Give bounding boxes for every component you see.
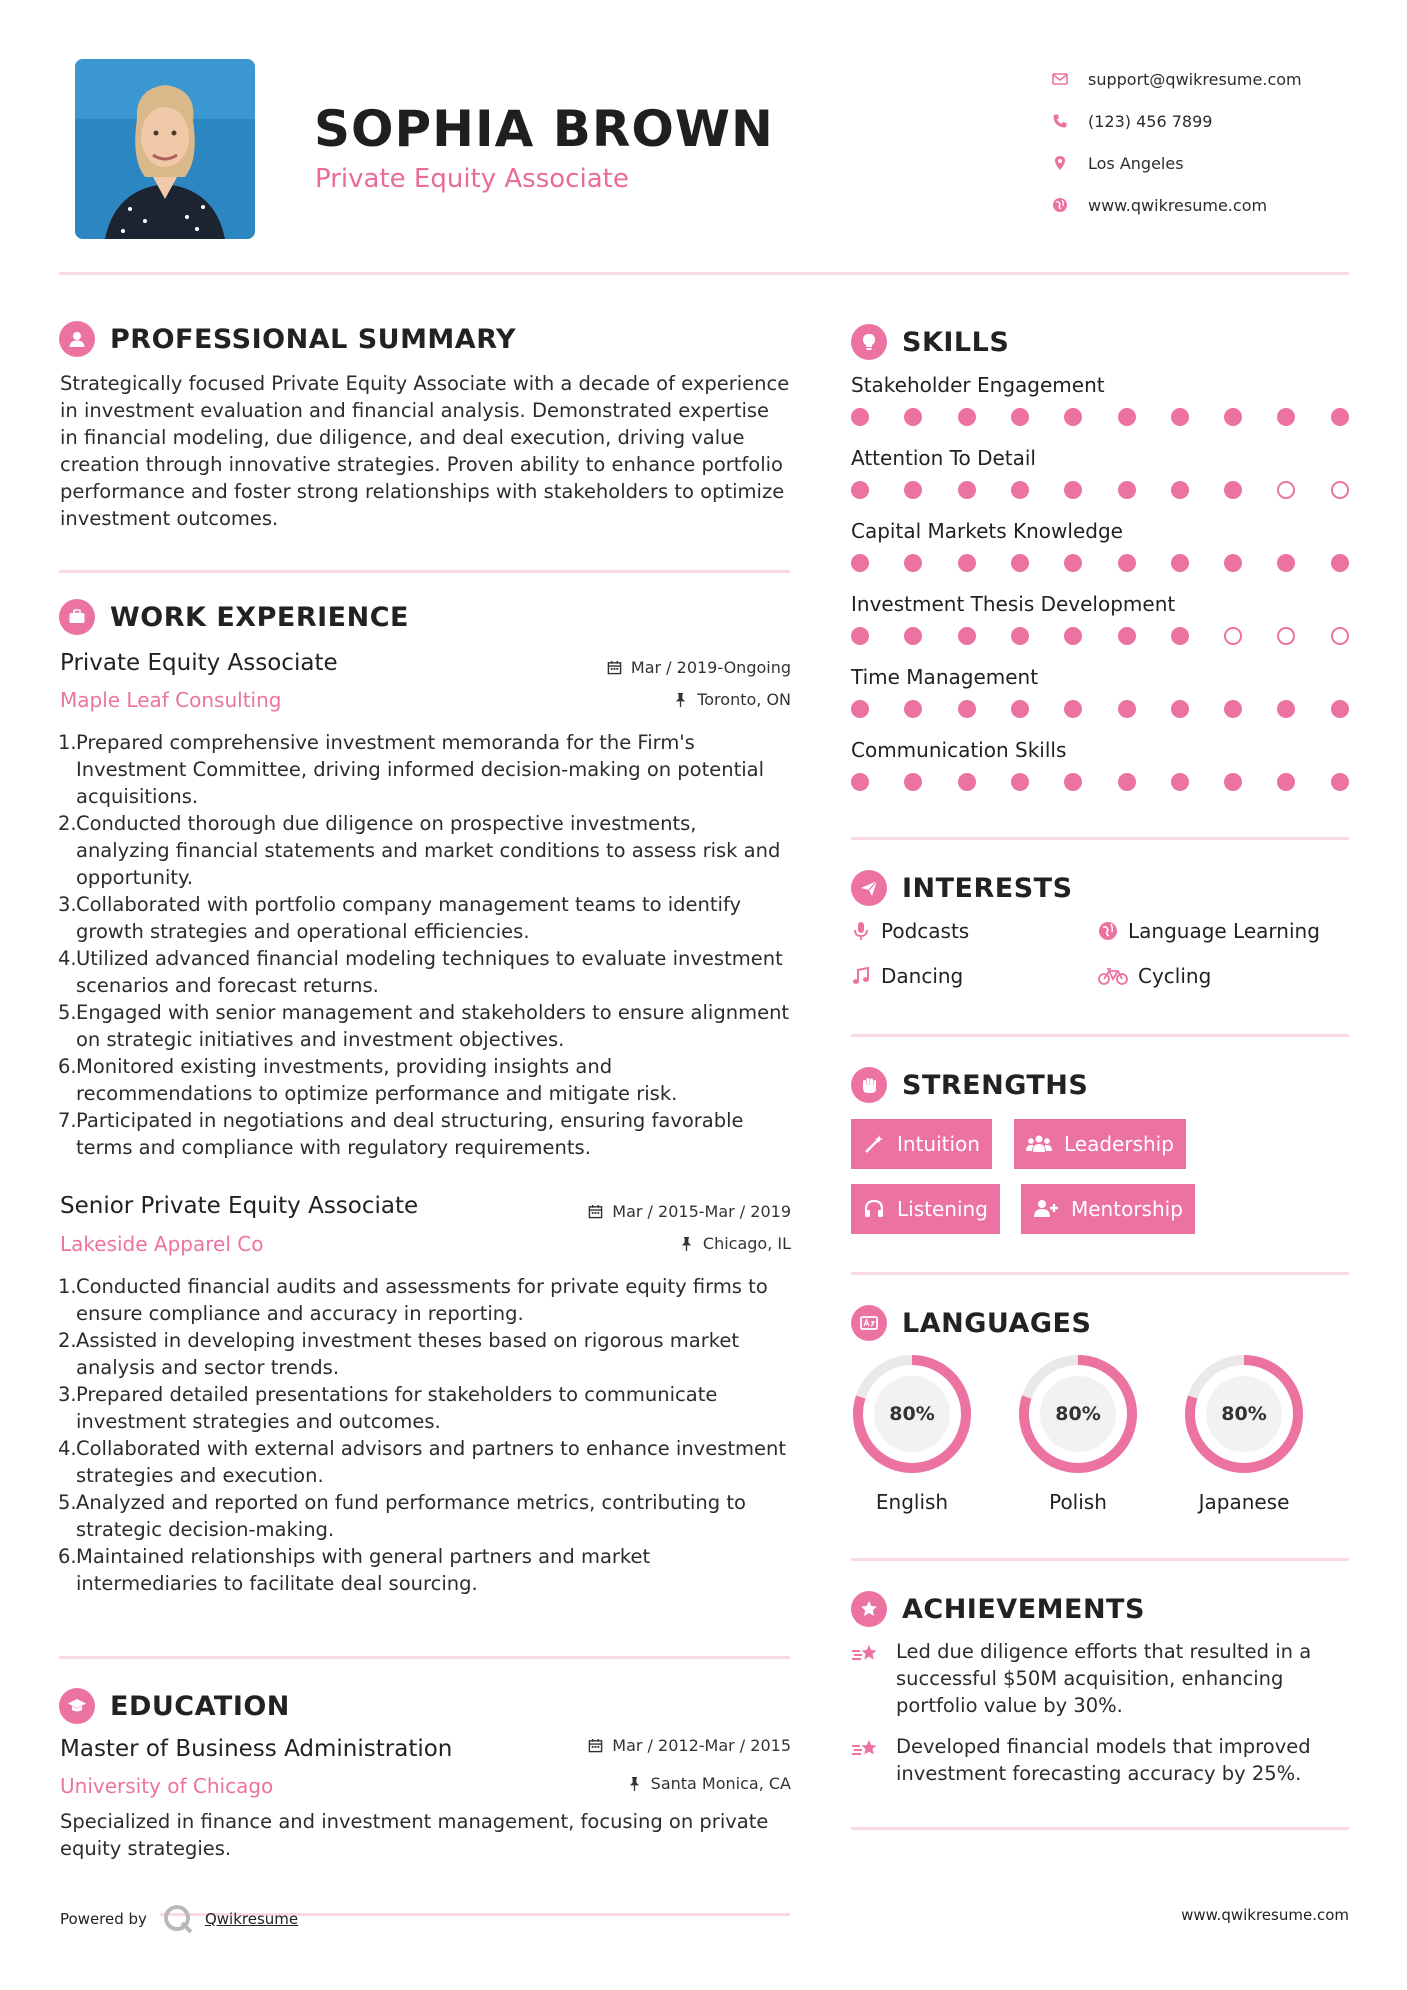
- rating-dot-filled: [1331, 773, 1349, 791]
- job-location-text: Chicago, IL: [702, 1234, 791, 1253]
- rating-dot-filled: [1331, 700, 1349, 718]
- strength-tag: [851, 1119, 992, 1169]
- language-progress-ring: [1182, 1352, 1306, 1476]
- achievements-section-header: [851, 1591, 1145, 1627]
- rating-dot-filled: [958, 554, 976, 572]
- rating-dot-filled: [1277, 700, 1295, 718]
- language-item: [1182, 1352, 1306, 1514]
- rating-dot-filled: [1331, 408, 1349, 426]
- rating-dot-filled: [1118, 773, 1136, 791]
- powered-by: [60, 1902, 298, 1936]
- education-date: [588, 1736, 791, 1755]
- pushpin-icon: [679, 1236, 694, 1251]
- job-title: Private Equity Associate: [60, 650, 338, 676]
- list-item: 3. Prepared detailed presentations for stakeholders to communicate investment strategies and outcomes.: [58, 1383, 718, 1433]
- job-date: [588, 1202, 791, 1221]
- contact-website[interactable]: [1052, 184, 1392, 226]
- rating-dot-empty: [1224, 627, 1242, 645]
- interests-divider: [851, 1034, 1349, 1037]
- interest-item: [851, 919, 969, 943]
- rating-dot-filled: [1064, 700, 1082, 718]
- interest-item: [851, 964, 963, 988]
- rating-dot-filled: [1011, 408, 1029, 426]
- education-description: Specialized in finance and investment management, focusing on private equity strategies.: [60, 1810, 769, 1860]
- award-icon: [851, 1591, 887, 1627]
- graduation-cap-icon: [59, 1688, 95, 1724]
- users-icon: [1026, 1133, 1052, 1155]
- rating-dot-filled: [958, 481, 976, 499]
- rating-dot-filled: [904, 481, 922, 499]
- rating-dot-filled: [1171, 481, 1189, 499]
- rating-dot-filled: [904, 408, 922, 426]
- skill-name: Investment Thesis Development: [851, 592, 1176, 616]
- language-item: [1016, 1352, 1140, 1514]
- powered-by-text: Powered by: [60, 1910, 147, 1928]
- skill-rating: [851, 773, 1351, 793]
- education-location-text: Santa Monica, CA: [650, 1774, 791, 1793]
- rating-dot-filled: [851, 481, 869, 499]
- achievement-text: Led due diligence efforts that resulted in a successful $50M acquisition, enhancing portfolio value by 30%.: [896, 1640, 1312, 1717]
- rating-dot-filled: [1118, 481, 1136, 499]
- rating-dot-filled: [1064, 554, 1082, 572]
- globe-icon: [1052, 197, 1088, 213]
- rating-dot-filled: [1171, 627, 1189, 645]
- interest-label: Dancing: [881, 964, 964, 988]
- rating-dot-filled: [1224, 773, 1242, 791]
- rating-dot-filled: [1224, 481, 1242, 499]
- rating-dot-empty: [1331, 481, 1349, 499]
- envelope-icon: [1052, 71, 1088, 87]
- rating-dot-filled: [1011, 627, 1029, 645]
- list-item: 6. Monitored existing investments, providing insights and recommendations to optimize performance and mitigate risk.: [58, 1055, 678, 1105]
- pushpin-icon: [627, 1776, 642, 1791]
- rating-dot-empty: [1277, 481, 1295, 499]
- strengths-section-header: [851, 1067, 1088, 1103]
- skill-name: Capital Markets Knowledge: [851, 519, 1123, 543]
- job-date-text: Mar / 2019-Ongoing: [630, 658, 791, 677]
- rating-dot-empty: [1277, 627, 1295, 645]
- skills-section-header: [851, 324, 1009, 360]
- language-percent: 80%: [1055, 1403, 1101, 1425]
- user-icon: [59, 321, 95, 357]
- list-item: 2. Assisted in developing investment theses based on rigorous market analysis and sector trends.: [58, 1329, 739, 1379]
- job-bullets: [58, 729, 792, 1161]
- contact-email-text: support@qwikresume.com: [1088, 69, 1302, 89]
- skill-name: Communication Skills: [851, 738, 1067, 762]
- rating-dot-filled: [1118, 408, 1136, 426]
- rating-dot-filled: [1224, 408, 1242, 426]
- list-item: 2. Conducted thorough due diligence on prospective investments, analyzing financial statements and market conditions to assess risk and opportunity.: [58, 812, 781, 889]
- achievement-text: Developed financial models that improved investment forecasting accuracy by 25%.: [896, 1735, 1311, 1785]
- interest-item: [1098, 919, 1320, 943]
- bicycle-icon: [1098, 966, 1128, 986]
- skills-heading: SKILLS: [902, 326, 1010, 358]
- shooting-star-icon: [851, 1638, 896, 1719]
- language-name: Japanese: [1198, 1490, 1290, 1514]
- rating-dot-filled: [1224, 554, 1242, 572]
- summary-text: Strategically focused Private Equity Associate with a decade of experience in investment evaluation and financial analysis. Demonstrated expertise in financial modeling, due diligence, and deal execution, driving value creation through innovative strategies. Proven ability to enhance portfolio performance and foster strong relationships with stakeholders to optimize investment outcomes.: [60, 372, 790, 530]
- rating-dot-filled: [1171, 700, 1189, 718]
- summary-divider: [59, 570, 790, 573]
- achievement-item: [851, 1733, 1351, 1787]
- rating-dot-filled: [1011, 554, 1029, 572]
- list-item: 3. Collaborated with portfolio company management teams to identify growth strategies and operational efficiencies.: [58, 893, 742, 943]
- strength-label: Mentorship: [1071, 1197, 1183, 1221]
- contact-list: [1052, 58, 1392, 226]
- strengths-divider: [851, 1272, 1349, 1275]
- strength-label: Leadership: [1064, 1132, 1174, 1156]
- calendar-icon: [607, 660, 622, 675]
- rating-dot-filled: [958, 700, 976, 718]
- language-icon: [851, 1305, 887, 1341]
- skill-rating: [851, 408, 1351, 428]
- contact-website-text: www.qwikresume.com: [1088, 195, 1268, 215]
- job-title: Senior Private Equity Associate: [60, 1193, 419, 1219]
- strength-label: Intuition: [897, 1132, 980, 1156]
- skill-rating: [851, 627, 1351, 647]
- magic-wand-icon: [863, 1133, 885, 1155]
- achievements-divider: [851, 1827, 1349, 1830]
- user-plus-icon: [1033, 1198, 1059, 1220]
- rating-dot-filled: [904, 773, 922, 791]
- rating-dot-filled: [958, 773, 976, 791]
- summary-section-header: [59, 321, 516, 357]
- experience-divider: [59, 1656, 790, 1659]
- job-location: [679, 1234, 791, 1253]
- calendar-icon: [588, 1738, 603, 1753]
- contact-email[interactable]: [1052, 58, 1392, 100]
- education-section-header: [59, 1688, 290, 1724]
- school-name: University of Chicago: [60, 1774, 274, 1798]
- candidate-title: Private Equity Associate: [315, 164, 629, 194]
- profile-photo-image: [75, 59, 255, 239]
- skill-rating: [851, 700, 1351, 720]
- rating-dot-filled: [1171, 408, 1189, 426]
- footer-url[interactable]: www.qwikresume.com: [1181, 1906, 1349, 1924]
- language-progress-ring: [1016, 1352, 1140, 1476]
- languages-divider: [851, 1558, 1349, 1561]
- job-date-text: Mar / 2015-Mar / 2019: [612, 1202, 791, 1221]
- brand-link[interactable]: Qwikresume: [204, 1910, 299, 1928]
- languages-heading: LANGUAGES: [902, 1307, 1092, 1339]
- rating-dot-filled: [1064, 627, 1082, 645]
- music-note-icon: [851, 966, 871, 986]
- rating-dot-filled: [1171, 773, 1189, 791]
- list-item: 6. Maintained relationships with general partners and market intermediaries to facilitate deal sourcing.: [58, 1545, 651, 1595]
- rating-dot-filled: [958, 627, 976, 645]
- list-item: 1. Conducted financial audits and assessments for private equity firms to ensure compliance and accuracy in reporting.: [58, 1275, 768, 1325]
- header-divider: [59, 272, 1349, 275]
- language-name: English: [875, 1490, 949, 1514]
- rating-dot-filled: [904, 700, 922, 718]
- list-item: 5. Engaged with senior management and stakeholders to ensure alignment on strategic initiatives and investment objectives.: [58, 1001, 790, 1051]
- rating-dot-filled: [1224, 700, 1242, 718]
- skill-name: Time Management: [851, 665, 1039, 689]
- education-heading: EDUCATION: [110, 1690, 290, 1722]
- rating-dot-filled: [851, 554, 869, 572]
- strength-tag: [851, 1184, 1000, 1234]
- rating-dot-filled: [904, 554, 922, 572]
- candidate-name: SOPHIA BROWN: [314, 100, 774, 158]
- calendar-icon: [588, 1204, 603, 1219]
- strength-tag: [1021, 1184, 1195, 1234]
- contact-phone[interactable]: [1052, 100, 1392, 142]
- languages-section-header: [851, 1305, 1091, 1341]
- achievements-heading: ACHIEVEMENTS: [902, 1593, 1145, 1625]
- experience-heading: WORK EXPERIENCE: [110, 601, 409, 633]
- rating-dot-filled: [1277, 773, 1295, 791]
- job-company: Maple Leaf Consulting: [60, 688, 282, 712]
- rating-dot-filled: [1011, 700, 1029, 718]
- job-location: [673, 690, 791, 709]
- list-item: 7. Participated in negotiations and deal structuring, ensuring favorable terms and compliance with regulatory requirements.: [58, 1109, 744, 1159]
- skills-divider: [851, 837, 1349, 840]
- interest-label: Cycling: [1138, 964, 1212, 988]
- list-item: 4. Utilized advanced financial modeling techniques to evaluate investment scenarios and forecast returns.: [58, 947, 783, 997]
- interest-label: Podcasts: [881, 919, 970, 943]
- rating-dot-empty: [1331, 627, 1349, 645]
- briefcase-icon: [59, 599, 95, 635]
- profile-photo: [75, 59, 255, 239]
- skill-rating: [851, 481, 1351, 501]
- strengths-heading: STRENGTHS: [902, 1069, 1089, 1101]
- experience-section-header: [59, 599, 409, 635]
- rating-dot-filled: [851, 408, 869, 426]
- rating-dot-filled: [1331, 554, 1349, 572]
- lightbulb-icon: [851, 324, 887, 360]
- rating-dot-filled: [904, 627, 922, 645]
- paper-plane-icon: [851, 870, 887, 906]
- qwikresume-logo-icon: [161, 1902, 195, 1936]
- phone-icon: [1052, 113, 1088, 129]
- headphones-icon: [863, 1198, 885, 1220]
- contact-phone-text: (123) 456 7899: [1088, 111, 1213, 131]
- summary-heading: PROFESSIONAL SUMMARY: [110, 323, 517, 355]
- rating-dot-filled: [1064, 773, 1082, 791]
- map-pin-icon: [1052, 155, 1088, 171]
- interest-item: [1098, 964, 1211, 988]
- education-location: [627, 1774, 791, 1793]
- skill-rating: [851, 554, 1351, 574]
- rating-dot-filled: [1171, 554, 1189, 572]
- rating-dot-filled: [851, 700, 869, 718]
- skill-name: Attention To Detail: [851, 446, 1036, 470]
- language-item: [850, 1352, 974, 1514]
- rating-dot-filled: [1064, 481, 1082, 499]
- contact-location-text: Los Angeles: [1088, 153, 1184, 173]
- globe-icon: [1098, 921, 1118, 941]
- rating-dot-filled: [1011, 481, 1029, 499]
- job-location-text: Toronto, ON: [697, 690, 791, 709]
- job-date: [607, 658, 791, 677]
- interests-heading: INTERESTS: [902, 872, 1073, 904]
- language-percent: 80%: [889, 1403, 935, 1425]
- rating-dot-filled: [851, 627, 869, 645]
- pushpin-icon: [673, 692, 688, 707]
- rating-dot-filled: [1064, 408, 1082, 426]
- list-item: 1. Prepared comprehensive investment memoranda for the Firm's Investment Committee, driving informed decision-making on potential acquisitions.: [58, 731, 765, 808]
- contact-location: [1052, 142, 1392, 184]
- rating-dot-filled: [958, 408, 976, 426]
- rating-dot-filled: [1277, 408, 1295, 426]
- skill-name: Stakeholder Engagement: [851, 373, 1105, 397]
- language-name: Polish: [1049, 1490, 1107, 1514]
- rating-dot-filled: [1277, 554, 1295, 572]
- shooting-star-icon: [851, 1733, 896, 1787]
- language-percent: 80%: [1221, 1403, 1267, 1425]
- rating-dot-filled: [851, 773, 869, 791]
- strength-tag: [1014, 1119, 1186, 1169]
- list-item: 5. Analyzed and reported on fund performance metrics, contributing to strategic decision-making.: [58, 1491, 746, 1541]
- interest-label: Language Learning: [1128, 919, 1320, 943]
- job-company: Lakeside Apparel Co: [60, 1232, 264, 1256]
- interests-section-header: [851, 870, 1073, 906]
- rating-dot-filled: [1118, 700, 1136, 718]
- fist-icon: [851, 1067, 887, 1103]
- education-date-text: Mar / 2012-Mar / 2015: [612, 1736, 791, 1755]
- list-item: 4. Collaborated with external advisors and partners to enhance investment strategies and execution.: [58, 1437, 787, 1487]
- job-bullets: [58, 1273, 792, 1597]
- degree-title: Master of Business Administration: [60, 1736, 453, 1762]
- rating-dot-filled: [1118, 627, 1136, 645]
- microphone-icon: [851, 921, 871, 941]
- rating-dot-filled: [1011, 773, 1029, 791]
- strength-label: Listening: [897, 1197, 988, 1221]
- achievement-item: [851, 1638, 1351, 1719]
- rating-dot-filled: [1118, 554, 1136, 572]
- language-progress-ring: [850, 1352, 974, 1476]
